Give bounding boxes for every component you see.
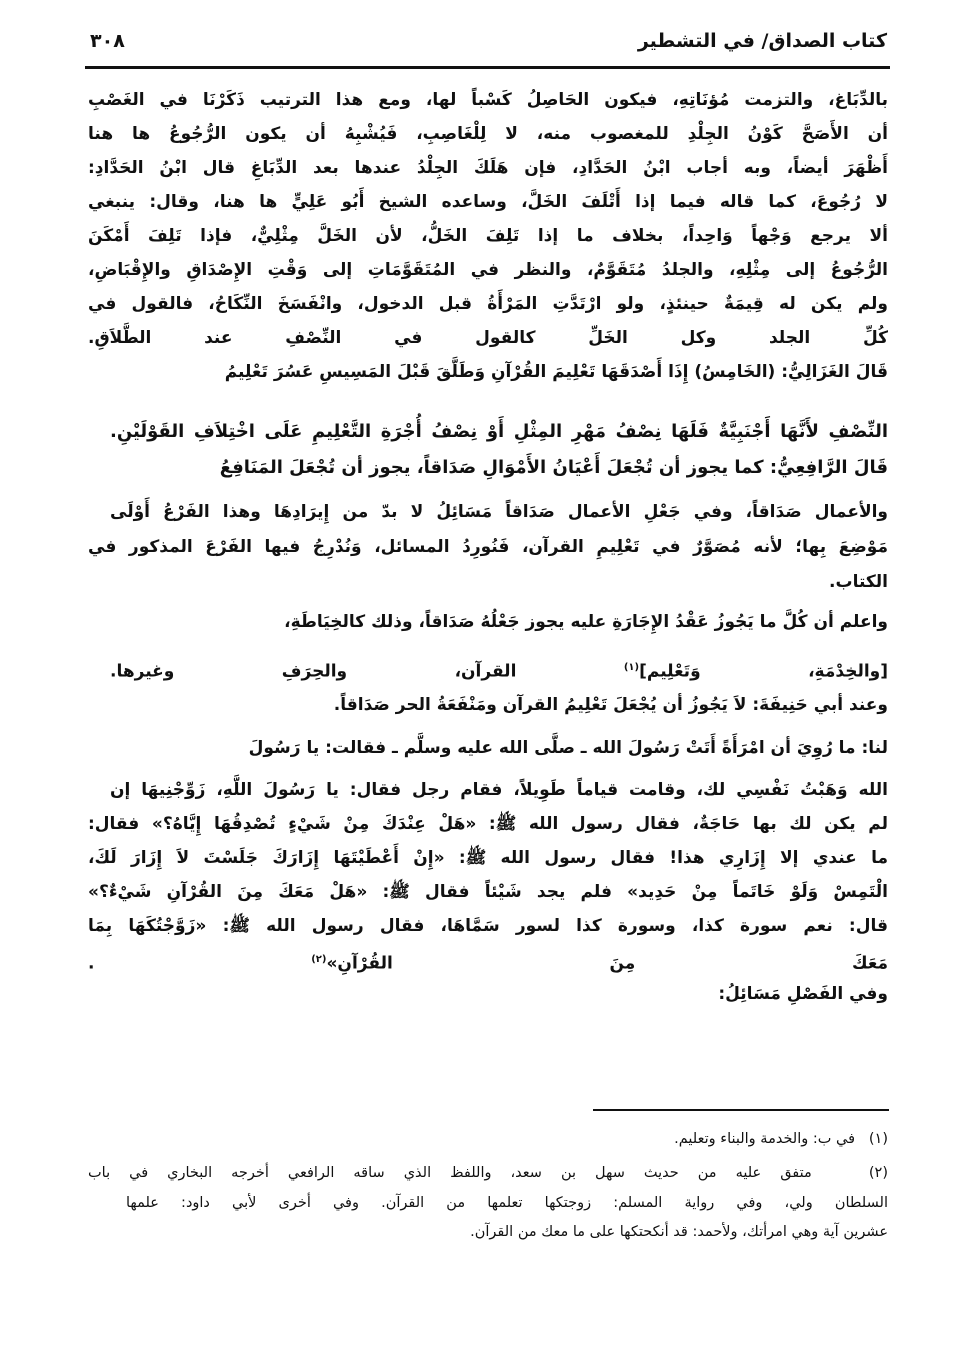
footnote-1 [88, 1127, 888, 1151]
text-line-content: ما عندي إلا إِزَارِي هذا! فقال رسول الله ﷺ: «إِنْ أَعْطَيْتَهَا إِزَارَكَ جَلَسْتَ لاَ إِزَارَ لَكَ، [88, 848, 888, 868]
footnote-2 [88, 1161, 888, 1185]
text-line-content: مَعَكَ مِنَ القُرْآنِ» [326, 953, 888, 974]
text-line [88, 290, 888, 318]
text-line [110, 498, 888, 526]
footnote-text: متفق عليه من حديث سهل بن سعد، واللفظ الذي ساقه الرافعي أخرجه البخاري في باب [88, 1165, 812, 1181]
header-rule [85, 66, 890, 69]
text-line [88, 608, 888, 636]
text-line-content: [والخِدْمَةِ، وَتَعْلِيم] [639, 661, 888, 682]
text-line-content: الكتاب. [829, 572, 888, 592]
text-line [110, 654, 888, 686]
footnote-ref: (٢) [311, 954, 327, 965]
text-line-tail: . [88, 953, 95, 974]
text-line [88, 454, 888, 482]
text-line-content: والأعمال صَدَاقاً، وفي جَعْلِ الأعمال صَدَاقاً مَسَائِلُ لا بدّ من إِيرَادِهَا وهذا الفَرْعُ أَوْلَى [110, 502, 888, 522]
text-line [88, 86, 888, 114]
text-line [88, 946, 888, 978]
text-line [88, 256, 888, 284]
text-line [88, 533, 888, 561]
text-line-content: وعند أبي حَنِيفَةَ: لاَ يَجُوزُ أن يُجْعَلَ تَعْلِيمُ القرآن ومَنْفَعَةُ الحر صَدَاقاً. [333, 695, 888, 715]
text-line-content: النِّصْفِ لأَنَّهَا أَجْنَبِيَّةٌ فَلَهَا نِصْفُ مَهْرِ المِثْلِ أَوْ نِصْفُ أُجْرَةِ التَّعْلِيمِ عَلَى اخْتِلاَفِ القَوْلَيْنِ. [110, 421, 888, 442]
text-line [110, 418, 888, 446]
text-line-content: قال: نعم سورة كذا، وسورة كذا لسور سَمَّاهَا، فقال رسول الله ﷺ: «زَوَّجْتُكَهَا بِمَا [88, 916, 888, 936]
text-line [88, 844, 888, 872]
text-line-content: الْتَمِسْ وَلَوْ خَاتَماً مِنْ حَدِيد» فلم يجد شَيْئاً فقال ﷺ: «هَلْ مَعَكَ مِنَ القُرْآنِ شَيْءٌ؟» [88, 882, 888, 902]
footnote-ref: (١) [623, 662, 640, 673]
footnote-rule [593, 1109, 889, 1111]
text-line [88, 120, 888, 148]
text-line-content: واعلم أن كُلَّ ما يَجُوزُ عَقْدُ الإِجَارَةِ عليه يجوز جَعْلُهُ صَدَاقاً، وذلك كالخِيَاطَةِ، [284, 612, 888, 632]
text-line-tail: القرآن، والحِرَفِ وغيرها. [110, 661, 517, 682]
text-line-content: قَالَ الرَّافِعِيُّ: كما يجوز أن تُجْعَلَ أَعْيَانُ الأَمْوَالِ صَدَاقاً، يجوز أن تُجْعَلَ المَنَافِعُ [219, 457, 888, 478]
text-line-content: قَالَ الغَزَالِيُّ: (الخَامِسُ) إِذَا أَصْدَقَهَا تَعْلِيمَ القُرْآنِ وَطَلَّقَ قَبْلَ المَسِيسِ عَسُرَ تَعْلِيمُ [224, 362, 888, 382]
text-line-content: أَظْهَرَ أيضاً، وبه أجاب ابْنُ الحَدَّادِ، فإن هَلَكَ الجِلْدُ عندها بعد الدِّبَاغِ قال ابْنُ الحَدَّادِ: [88, 158, 888, 178]
footnote-2-line-2: السلطان ولي، وفي رواية المسلم: زوجتكها تعلمها من القرآن. وفي أخرى لأبي داود: علمها [126, 1195, 888, 1211]
text-line [88, 324, 888, 352]
text-line-content: مَوْضِعَ بِها؛ لأنه مُصَوَّرٌ في تَعْلِيمِ القرآن، فَنُورِدُ المسائل، وَنُدْرِجُ فيها الفَرْعَ المذكور في [88, 537, 888, 557]
text-line-content: أن الأَصَحَّ كَوْنُ الجِلْدِ للمغصوب منه، لا لِلْغَاصِبِ، فَيُشْبِهُ أن يكون الرُّجُوعُ ها هنا [88, 124, 888, 144]
footnote-number: (٢) [868, 1165, 889, 1181]
text-line-content: الرُّجُوعُ إلى مِثْلِهِ، والجلدُ مُتَقَوَّمٌ، والنظر في المُتَقَوَّمَاتِ إلى وَقْتِ الإِصْدَاقِ والإِقْبَاضِ، [88, 260, 888, 280]
text-line-content: ألا يرجع وَجْهاً وَاحِداً، بخلاف ما إذا تَلِفَ الخَلُّ، لأن الخَلَّ مِثْلِيٌّ، فإذا تَلِفَ أَمْكَنَ [88, 226, 888, 246]
text-line [88, 878, 888, 906]
text-line [88, 810, 888, 838]
text-line [88, 912, 888, 940]
text-line-content: لنا: ما رُوِيَ أن امْرَأَةً أَتَتْ رَسُولَ الله ـ صلَّى الله عليه وسلَّم ـ فقالت: يا رَسُولَ [248, 738, 888, 758]
text-line-content: وفي الفَصْلِ مَسَائِلُ: [718, 984, 888, 1004]
text-line [88, 568, 888, 596]
text-line [88, 358, 888, 386]
footnote-2-line-3: عشرين آية وهي امرأتك، ولأحمد: قد أنكحتكها على ما معك من القرآن. [470, 1224, 888, 1240]
text-line-content: كُلِّ الجلد وكل الخَلِّ كالقول في النِّصْفِ عند الطَّلاَقِ. [88, 328, 888, 348]
text-line [88, 222, 888, 250]
text-line-content: لا رُجُوعَ، كما قاله فيما إذا أَتْلَفَ الخَلَّ، وساعده الشيخ أَبُو عَلِيٍّ ها هنا، وقال: ينبغي [88, 192, 888, 212]
footnote-text: في ب: والخدمة والبناء وتعليم. [674, 1131, 856, 1147]
running-title: كتاب الصداق/ في التشطير [637, 30, 887, 52]
footnote-number: (١) [868, 1131, 888, 1147]
text-line [110, 776, 888, 804]
text-line-content: بالدِّبَاغ، والتزمت مُؤنَاتِهِ، فيكون الحَاصِلُ كَسْباً لها، ومع هذا الترتيب ذَكَرْنَا في الغَصْبِ [88, 90, 888, 110]
text-line [88, 154, 888, 182]
text-line-content: لم يكن لك بها حَاجَةٌ، فقال رسول الله ﷺ: «هَلْ عِنْدَكَ مِنْ شَيْءٍ تُصْدِقُهَا إِيَّاهُ؟» فقال: [88, 814, 888, 834]
page-number: ٣٠٨ [90, 30, 125, 52]
text-line [88, 691, 888, 719]
text-line-content: ولم يكن له قِيمَةٌ حينئذٍ، ولو ارْتَدَّتِ المَرْأَةُ قبل الدخول، وانْفَسَخَ النِّكَاحُ، فالقول في [88, 294, 888, 314]
text-line [88, 980, 888, 1008]
text-line-content: الله وَهَبْتُ نَفْسِي لك، وقامت قياماً طَوِيلاً، فقام رجل فقال: يا رَسُولَ اللَّهِ، زَوِّجْنِيهَا إن [110, 780, 888, 800]
text-line [110, 734, 888, 762]
text-line [88, 188, 888, 216]
